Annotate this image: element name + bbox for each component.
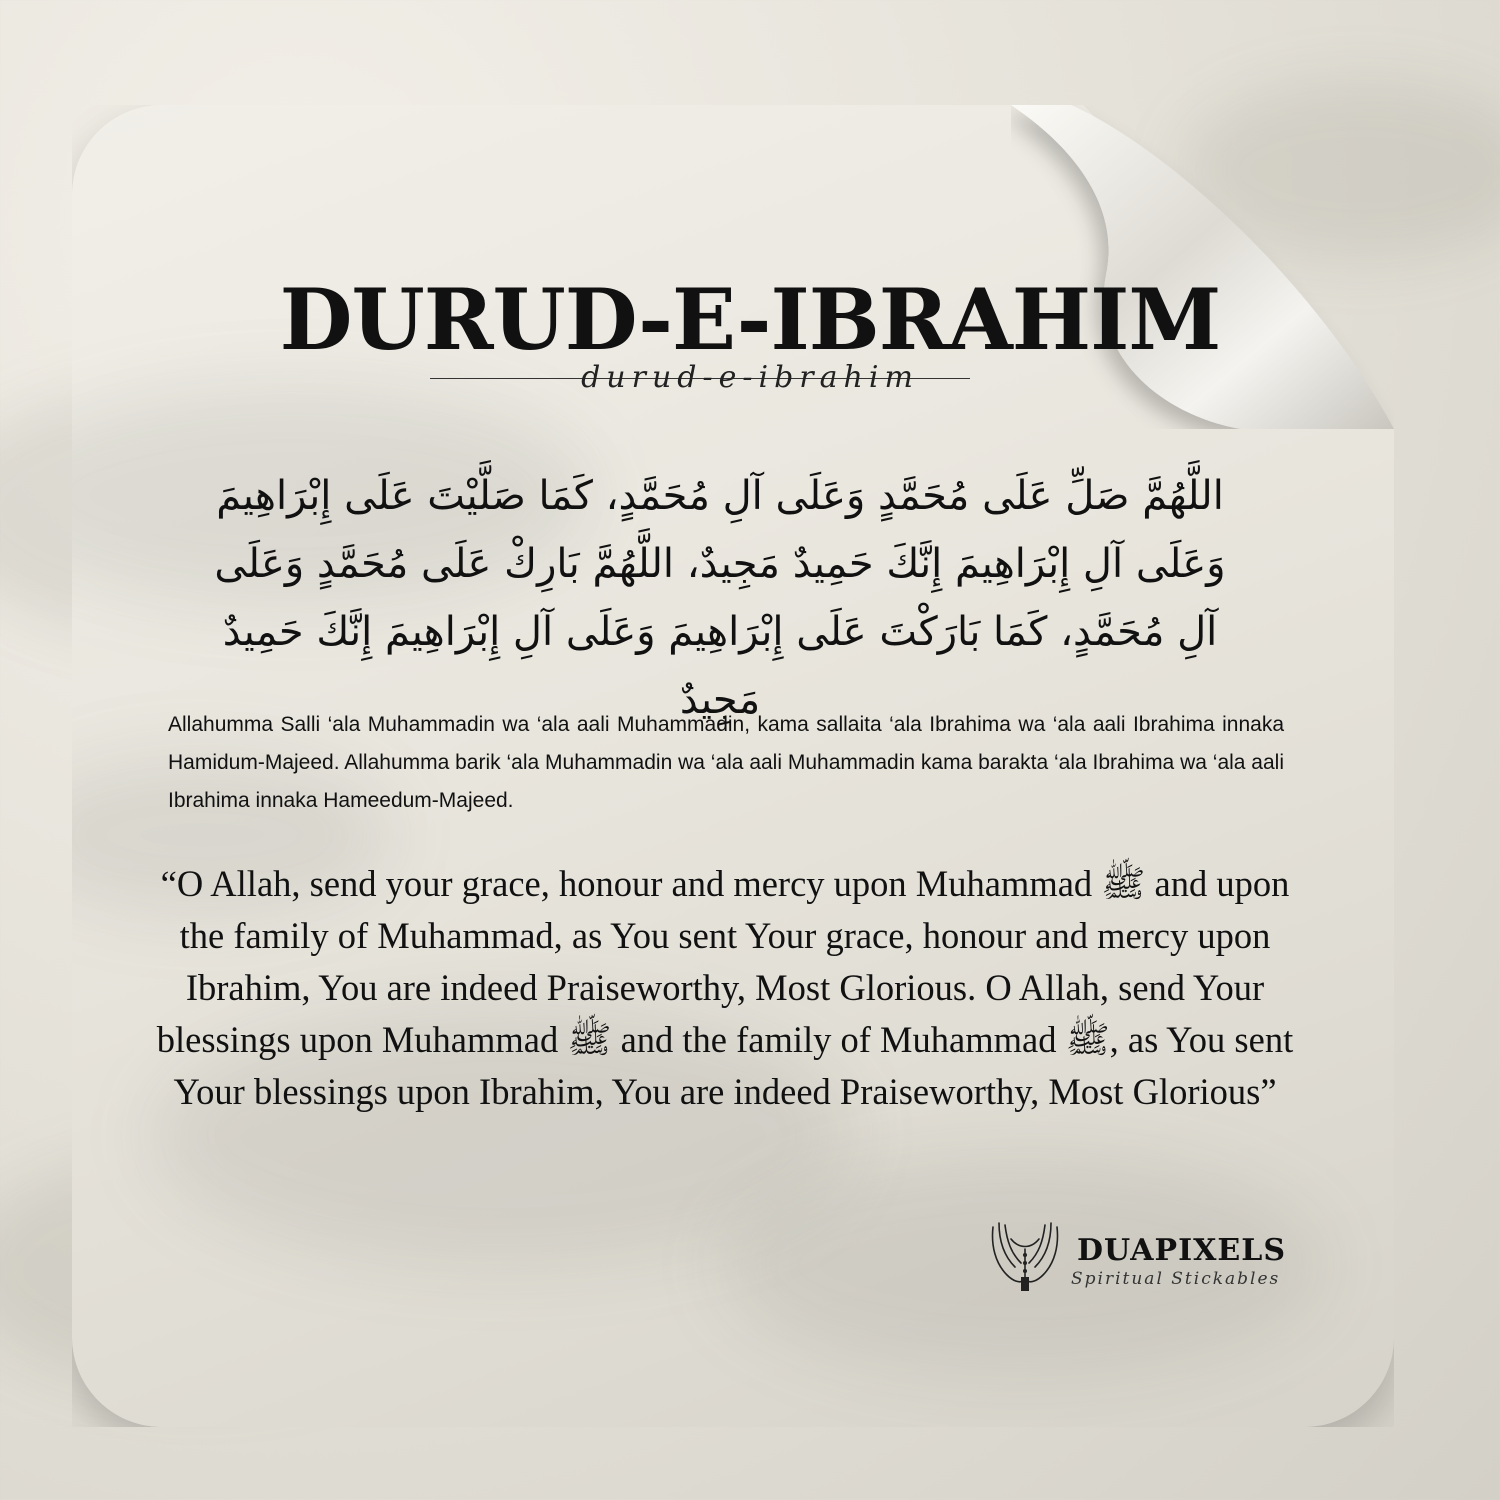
translation-text: “O Allah, send your grace, honour and mercy upon Muhammad ﷺ and upon the family of Muhammad, as You sent Your grace, honour and mercy upon Ibrahim, You are indeed Praiseworthy, Most Glorious. O Allah, send Your blessings upon Muhammad ﷺ and the family of Muhammad ﷺ, as You sent Your blessings upon Ibrahim, You are indeed Praiseworthy, Most Glorious”	[156, 863, 1294, 1112]
arabic-text: اللَّهُمَّ صَلِّ عَلَى مُحَمَّدٍ وَعَلَى آلِ مُحَمَّدٍ، كَمَا صَلَّيْتَ عَلَى إِبْرَاهِيمَ وَعَلَى آلِ إِبْرَاهِيمَ إِنَّكَ حَمِيدٌ مَجِيدٌ، اللَّهُمَّ بَارِكْ عَلَى مُحَمَّدٍ وَعَلَى آلِ مُحَمَّدٍ، كَمَا بَارَكْتَ عَلَى إِبْرَاهِيمَ وَعَلَى آلِ إِبْرَاهِيمَ إِنَّكَ حَمِيدٌ مَجِيدٌ	[214, 473, 1226, 723]
page-subtitle: durud-e-ibrahim	[581, 360, 919, 395]
transliteration-text: Allahumma Salli ‘ala Muhammadin wa ‘ala aali Muhammadin, kama sallaita ‘ala Ibrahima wa ‘ala aali Ibrahima innaka Hamidum-Majeed. Allahumma barik ‘ala Muhammadin wa ‘ala aali Muhammadin kama barakta ‘ala Ibrahima wa ‘ala aali Ibrahima innaka Hameedum-Majeed.	[168, 713, 1284, 812]
brand-logo	[985, 1215, 1315, 1305]
brand-name: DUAPIXELS	[1077, 1233, 1287, 1268]
praying-hands-icon	[985, 1215, 1065, 1297]
page-title: DURUD-E-IBRAHIM	[279, 270, 1221, 369]
brand-tagline: Spiritual Stickables	[1071, 1269, 1281, 1289]
